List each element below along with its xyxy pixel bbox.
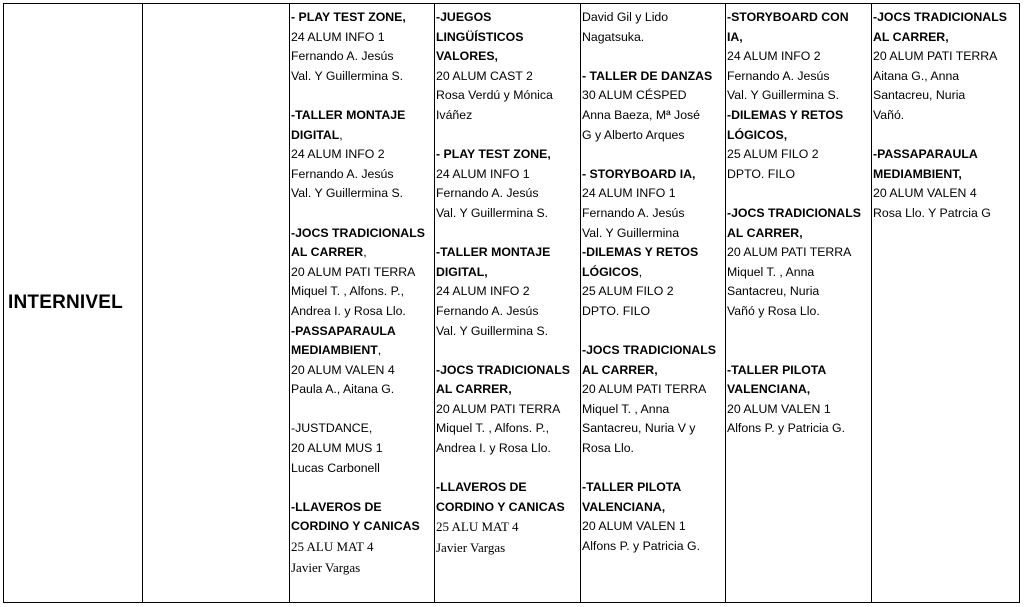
cell-text-line <box>582 517 725 537</box>
blank-line <box>727 341 871 361</box>
cell-text: LÓGICOS, <box>727 127 788 142</box>
cell-text-line <box>727 145 871 165</box>
cell-text: 25 ALU MAT 4 <box>291 539 374 555</box>
blank-line <box>582 322 725 342</box>
cell-text: G y Alberto Arques <box>582 127 685 142</box>
cell-text: -TALLER MONTAJE <box>436 245 551 260</box>
cell-text: Anna Baeza, Mª José <box>582 107 701 122</box>
cell-text: - TALLER DE DANZAS <box>582 68 713 83</box>
cell-text: Santacreu, Nuria <box>873 88 966 103</box>
cell-text: 24 ALUM INFO 1 <box>436 166 530 181</box>
cell-text: 20 ALUM VALEN 1 <box>582 519 686 534</box>
row-label: INTERNIVEL <box>8 292 123 313</box>
cell-text-line <box>582 224 725 244</box>
cell-text-line <box>873 106 1020 126</box>
cell-text: MEDIAMBIENT, <box>873 166 962 181</box>
cell-text-line <box>436 263 580 283</box>
cell-text-line <box>291 322 434 342</box>
blank-line <box>436 459 580 479</box>
blank-line <box>436 224 580 244</box>
schedule-cell-1 <box>290 8 434 602</box>
row-header <box>4 4 142 602</box>
cell-text: Val. Y Guillermina S. <box>436 323 549 338</box>
cell-text: VALENCIANA, <box>582 499 666 514</box>
cell-text: Fernando A. Jesús <box>291 49 394 64</box>
cell-text: AL CARRER, <box>436 382 512 397</box>
cell-text-line <box>436 322 580 342</box>
cell-text-line <box>873 184 1020 204</box>
cell-text: 20 ALUM PATI TERRA <box>873 49 998 64</box>
cell-text-line <box>582 302 725 322</box>
cell-text-line <box>727 47 871 67</box>
blank-line <box>727 184 871 204</box>
blank-line <box>291 204 434 224</box>
cell-text-line <box>873 28 1020 48</box>
cell-text-line <box>291 419 434 439</box>
cell-text-line <box>436 478 580 498</box>
cell-text: -JOCS TRADICIONALS <box>436 362 570 377</box>
cell-text-line <box>582 126 725 146</box>
cell-text: -TALLER PILOTA <box>582 480 682 495</box>
cell-text: 25 ALUM FILO 2 <box>582 284 674 299</box>
cell-text-line <box>582 243 725 263</box>
cell-text-suffix: , <box>377 343 382 358</box>
cell-text: -TALLER MONTAJE <box>291 107 406 122</box>
cell-text-line <box>582 282 725 302</box>
cell-text: DPTO. FILO <box>582 303 651 318</box>
cell-text: Lucas Carbonell <box>291 460 380 475</box>
cell-text-suffix: , <box>363 245 367 260</box>
cell-text: -DILEMAS Y RETOS <box>727 107 844 122</box>
cell-text: VALENCIANA, <box>727 382 811 397</box>
cell-text-line <box>727 263 871 283</box>
blank-line <box>436 126 580 146</box>
cell-text: 20 ALUM PATI TERRA <box>582 382 707 397</box>
cell-text-line <box>291 243 434 263</box>
cell-text-line <box>436 400 580 420</box>
cell-text-line <box>727 282 871 302</box>
cell-text: LINGÜÍSTICOS <box>436 29 524 44</box>
cell-text-line <box>436 47 580 67</box>
cell-text: 24 ALUM INFO 2 <box>436 284 530 299</box>
cell-text: -JOCS TRADICIONALS <box>727 205 861 220</box>
cell-text-line <box>291 361 434 381</box>
cell-text: 24 ALUM INFO 2 <box>291 147 385 162</box>
schedule-cell-5 <box>872 8 1020 602</box>
cell-text: Santacreu, Nuria <box>727 284 820 299</box>
cell-text: 24 ALUM INFO 1 <box>582 186 676 201</box>
cell-text-line <box>291 145 434 165</box>
cell-text-line <box>436 204 580 224</box>
cell-text: Miquel T. , Anna <box>727 264 815 279</box>
cell-text: DIGITAL <box>291 127 340 142</box>
cell-text: 20 ALUM PATI TERRA <box>436 401 561 416</box>
cell-text-line <box>727 8 871 28</box>
cell-text-line <box>436 184 580 204</box>
cell-text-line <box>291 558 434 579</box>
blank-line <box>436 341 580 361</box>
cell-text-line <box>582 419 725 439</box>
blank-line <box>582 47 725 67</box>
cell-text-line <box>291 8 434 28</box>
cell-text-line <box>436 498 580 518</box>
cell-text-line <box>291 224 434 244</box>
cell-text: 24 ALUM INFO 1 <box>291 29 385 44</box>
cell-text-line <box>291 498 434 518</box>
cell-text-line <box>582 380 725 400</box>
cell-text: Iváñez <box>436 107 473 122</box>
cell-text-line <box>873 67 1020 87</box>
cell-text: DIGITAL, <box>436 264 488 279</box>
cell-text: 20 ALUM MUS 1 <box>291 441 383 456</box>
blank-line <box>582 459 725 479</box>
cell-text: Rosa Verdú y Mónica <box>436 88 553 103</box>
cell-text-line <box>727 126 871 146</box>
cell-text: Santacreu, Nuria V y <box>582 421 696 436</box>
cell-text-line <box>873 47 1020 67</box>
cell-text-line <box>873 204 1020 224</box>
cell-text-line <box>727 419 871 439</box>
cell-text-line <box>436 302 580 322</box>
cell-text-line <box>873 165 1020 185</box>
cell-text: -PASSAPARAULA <box>291 323 396 338</box>
cell-text: 24 ALUM INFO 2 <box>727 49 821 64</box>
cell-text-line <box>291 517 434 537</box>
cell-text: -PASSAPARAULA <box>873 147 978 162</box>
cell-text: AL CARRER, <box>873 29 949 44</box>
cell-text-line <box>436 538 580 559</box>
cell-text-line <box>291 47 434 67</box>
cell-text: Nagatsuka. <box>582 29 645 44</box>
blank-line <box>582 145 725 165</box>
cell-text: - PLAY TEST ZONE, <box>436 147 551 162</box>
cell-text: - PLAY TEST ZONE, <box>291 10 406 24</box>
cell-text-line <box>582 400 725 420</box>
cell-text: Val. Y Guillermina <box>582 225 680 240</box>
cell-text: -JUEGOS <box>436 10 492 24</box>
cell-text-line <box>291 184 434 204</box>
cell-text-line <box>582 439 725 459</box>
blank-line <box>873 126 1020 146</box>
cell-text-suffix: , <box>339 127 343 142</box>
cell-text: -TALLER PILOTA <box>727 362 827 377</box>
cell-text: Aitana G., Anna <box>873 68 960 83</box>
cell-text: -LLAVEROS DE <box>291 499 382 514</box>
cell-text: -DILEMAS Y RETOS <box>582 245 699 260</box>
cell-text: Alfons P. y Patricia G. <box>582 539 701 554</box>
schedule-cell-2 <box>435 8 580 602</box>
cell-text: CORDINO Y CANICAS <box>291 519 420 534</box>
cell-text: 25 ALUM FILO 2 <box>727 147 819 162</box>
cell-text: -LLAVEROS DE <box>436 480 527 495</box>
cell-text: -JOCS TRADICIONALS <box>291 225 425 240</box>
cell-text: Vañó y Rosa Llo. <box>727 303 820 318</box>
cell-text-line <box>582 165 725 185</box>
cell-text-line <box>436 67 580 87</box>
cell-text: Miquel T. , Alfons. P., <box>291 284 405 299</box>
cell-text-line <box>582 184 725 204</box>
cell-text-line <box>727 361 871 381</box>
cell-text-line <box>582 28 725 48</box>
cell-text-line <box>582 106 725 126</box>
cell-text: 20 ALUM PATI TERRA <box>727 245 852 260</box>
cell-text-line <box>582 341 725 361</box>
blank-line <box>291 86 434 106</box>
cell-text: Vañó. <box>873 107 905 122</box>
cell-text-line <box>582 86 725 106</box>
cell-text: Andrea I. y Rosa Llo. <box>291 303 406 318</box>
cell-text-line <box>727 106 871 126</box>
cell-text-line <box>582 67 725 87</box>
cell-text: -JOCS TRADICIONALS <box>873 10 1007 24</box>
cell-text: David Gil y Lido <box>582 10 669 24</box>
cell-text: Alfons P. y Patricia G. <box>727 421 846 436</box>
cell-text: 25 ALU MAT 4 <box>436 519 519 535</box>
cell-text: Fernando A. Jesús <box>436 186 539 201</box>
cell-text-line <box>291 165 434 185</box>
cell-text-line <box>727 243 871 263</box>
cell-text: AL CARRER, <box>582 362 658 377</box>
cell-text: AL CARRER, <box>727 225 803 240</box>
cell-text: AL CARRER <box>291 245 364 260</box>
blank-line <box>291 400 434 420</box>
cell-text-line <box>727 380 871 400</box>
cell-text-suffix: , <box>638 264 643 279</box>
cell-text: CORDINO Y CANICAS <box>436 499 565 514</box>
cell-text-line <box>727 400 871 420</box>
cell-text-line <box>873 145 1020 165</box>
cell-text-line <box>727 28 871 48</box>
cell-text-line <box>727 165 871 185</box>
cell-text-line <box>582 478 725 498</box>
cell-text: Val. Y Guillermina S. <box>291 68 404 83</box>
cell-text-line <box>582 361 725 381</box>
cell-text-line <box>291 126 434 146</box>
cell-text-line <box>727 224 871 244</box>
cell-text: 20 ALUM VALEN 4 <box>873 186 977 201</box>
cell-text-line <box>291 537 434 558</box>
cell-text-line <box>436 282 580 302</box>
cell-text: Fernando A. Jesús <box>727 68 830 83</box>
cell-text: Miquel T. , Alfons. P., <box>436 421 550 436</box>
cell-text: Val. Y Guillermina S. <box>291 186 404 201</box>
cell-text: 20 ALUM PATI TERRA <box>291 264 416 279</box>
cell-text-line <box>727 204 871 224</box>
cell-text-line <box>291 282 434 302</box>
schedule-cell-4 <box>726 8 871 602</box>
cell-text-line <box>582 8 725 28</box>
cell-text-line <box>436 106 580 126</box>
cell-text-line <box>436 28 580 48</box>
cell-text-line <box>291 459 434 479</box>
cell-text-line <box>582 498 725 518</box>
cell-text: - STORYBOARD IA, <box>582 166 696 181</box>
cell-text-line <box>436 8 580 28</box>
cell-text-line <box>291 106 434 126</box>
cell-text: -JOCS TRADICIONALS <box>582 343 716 358</box>
cell-text-line <box>727 86 871 106</box>
cell-text-line <box>436 361 580 381</box>
cell-text-line <box>291 28 434 48</box>
cell-text: Rosa Llo. Y Patrcia G <box>873 205 991 220</box>
cell-text: 20 ALUM VALEN 4 <box>291 362 395 377</box>
cell-text-line <box>291 302 434 322</box>
cell-text: Val. Y Guillermina S. <box>727 88 840 103</box>
schedule-cell-3 <box>581 8 725 602</box>
cell-text: -JUSTDANCE, <box>291 421 373 436</box>
cell-text-line <box>873 8 1020 28</box>
schedule-cell-empty <box>143 8 289 602</box>
cell-text: Paula A., Aitana G. <box>291 382 395 397</box>
cell-text-line <box>436 439 580 459</box>
cell-text-line <box>291 263 434 283</box>
cell-text-line <box>436 243 580 263</box>
cell-text-line <box>436 517 580 538</box>
schedule-table <box>3 3 1020 603</box>
cell-text: DPTO. FILO <box>727 166 796 181</box>
cell-text: -STORYBOARD CON <box>727 10 849 24</box>
cell-text-line <box>436 145 580 165</box>
cell-text: IA, <box>727 29 743 44</box>
cell-text: Miquel T. , Anna <box>582 401 670 416</box>
cell-text-line <box>436 380 580 400</box>
cell-text-line <box>727 67 871 87</box>
cell-text: 20 ALUM VALEN 1 <box>727 401 831 416</box>
cell-text-line <box>436 419 580 439</box>
cell-text: Fernando A. Jesús <box>582 205 685 220</box>
cell-text: VALORES, <box>436 49 498 64</box>
cell-text-line <box>291 439 434 459</box>
cell-text: Javier Vargas <box>436 540 506 556</box>
cell-text: LÓGICOS <box>582 264 639 279</box>
cell-text: Javier Vargas <box>291 559 361 575</box>
cell-text: Val. Y Guillermina S. <box>436 205 549 220</box>
cell-text: 30 ALUM CÉSPED <box>582 88 687 103</box>
cell-text: 20 ALUM CAST 2 <box>436 68 533 83</box>
cell-text: MEDIAMBIENT <box>291 343 378 358</box>
cell-text-line <box>436 165 580 185</box>
blank-line <box>291 478 434 498</box>
cell-text-line <box>436 86 580 106</box>
cell-text-line <box>582 204 725 224</box>
cell-text-line <box>582 537 725 557</box>
cell-text-line <box>291 341 434 361</box>
cell-text-line <box>291 380 434 400</box>
cell-text: Fernando A. Jesús <box>291 166 394 181</box>
blank-line <box>727 322 871 342</box>
cell-text-line <box>873 86 1020 106</box>
cell-text-line <box>727 302 871 322</box>
cell-text: Andrea I. y Rosa Llo. <box>436 441 551 456</box>
cell-text-line <box>582 263 725 283</box>
cell-text-line <box>291 67 434 87</box>
cell-text: Fernando A. Jesús <box>436 303 539 318</box>
cell-text: Rosa Llo. <box>582 441 634 456</box>
